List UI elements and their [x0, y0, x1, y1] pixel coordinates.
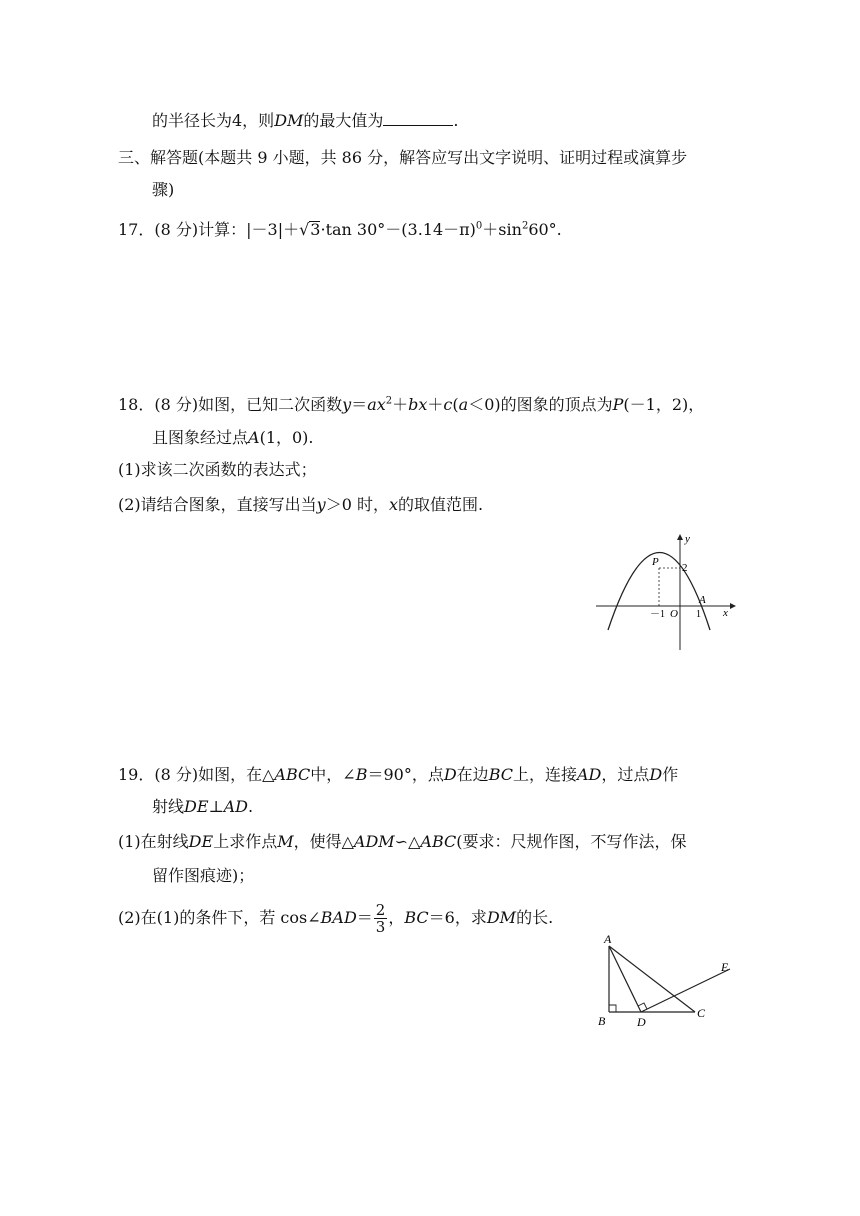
right-angle-b — [609, 1005, 616, 1012]
q19-text: 在边 — [456, 765, 489, 784]
label-origin: O — [670, 608, 678, 620]
q19-text: ，过点 — [601, 765, 650, 784]
q17-exp-0: 0 — [475, 220, 483, 232]
q16-text: 的半径长为4，则 — [152, 111, 275, 130]
q18-text: 且图象经过点 — [152, 428, 249, 447]
q19-var: DM — [486, 908, 517, 927]
q19-var: ADM — [353, 832, 395, 851]
q19-part1 — [118, 832, 687, 852]
q18-var: c — [443, 395, 453, 414]
q19-text: 中，∠ — [310, 765, 356, 784]
q19-sym: ⊥ — [208, 797, 224, 816]
label-one: 1 — [696, 609, 701, 620]
q19-triangle-figure — [595, 932, 745, 1032]
q18-var: A — [248, 428, 260, 447]
q16-period: . — [453, 111, 459, 130]
q19-var: DE — [188, 832, 214, 851]
q18-part2 — [118, 495, 483, 515]
q18-var: P — [612, 395, 624, 414]
q17-expr-1: ·tan 30°－(3.14－π) — [320, 220, 476, 239]
fraction-two-thirds — [374, 902, 388, 935]
q18-var: x — [389, 495, 399, 514]
q19-text: 的长. — [516, 908, 554, 927]
label-x: x — [723, 607, 728, 619]
q19-var: DE — [184, 797, 209, 816]
q18-part1: (1)求该二次函数的表达式； — [118, 460, 317, 479]
q17-expr-3: 60°. — [528, 220, 562, 239]
label-b: B — [598, 1014, 606, 1028]
fraction-numerator: 2 — [375, 901, 386, 919]
q19-line1 — [118, 765, 678, 785]
section3-heading-cont: 骤) — [152, 180, 175, 199]
answer-blank — [383, 111, 453, 126]
q19-text: 上，连接 — [512, 765, 577, 784]
q18-var: a — [458, 395, 469, 414]
q18-var: ax — [367, 395, 386, 414]
q19-var: BAD — [320, 908, 357, 927]
q19-sym: ＝ — [356, 908, 373, 927]
label-a: A — [604, 932, 612, 946]
q18-sym: ＋ — [392, 395, 409, 414]
q19-text: 射线 — [152, 797, 185, 816]
q17-abs: |－3|＋ — [246, 220, 300, 239]
q19-text: ， — [388, 908, 405, 927]
q19-number: 19．(8 分)如图，在△ — [118, 765, 275, 784]
q16-text-2: 的最大值为 — [303, 111, 384, 130]
q17-exp-2: 2 — [521, 220, 529, 232]
q19-var: ABC — [274, 765, 311, 784]
q18-var: y — [342, 395, 352, 414]
q18-text: ＞0 时， — [325, 495, 389, 514]
q19-var: BC — [404, 908, 429, 927]
q19-var: D — [649, 765, 663, 784]
q19-text: ＝6，求 — [428, 908, 487, 927]
q18-exp: 2 — [385, 395, 393, 407]
q18-number: 18．(8 分)如图，已知二次函数 — [118, 395, 343, 414]
q18-parabola-graph — [590, 530, 740, 655]
q19-text: (要求：尺规作图，不写作法，保 — [456, 832, 687, 851]
q16-tail-line — [152, 111, 459, 131]
q17-sqrt: 3 — [310, 220, 321, 239]
q17-number: 17．(8 分)计算： — [118, 220, 247, 239]
label-p: P — [652, 556, 659, 568]
label-d: D — [637, 1015, 646, 1029]
q18-var: y — [316, 495, 326, 514]
q19-var: ABC — [420, 832, 457, 851]
fraction-denominator: 3 — [375, 918, 386, 936]
q19-text: (2)在(1)的条件下，若 cos∠ — [118, 908, 321, 927]
q19-sym: ∽△ — [394, 832, 421, 851]
q18-line2 — [152, 428, 314, 448]
y-axis-arrow — [677, 534, 683, 540]
label-c: C — [697, 1006, 706, 1020]
q19-text: . — [247, 797, 254, 816]
q19-part2 — [118, 900, 553, 936]
q19-var: AD — [223, 797, 248, 816]
q19-var: D — [443, 765, 457, 784]
q19-text: ＝90°，点 — [367, 765, 444, 784]
segment-ad — [609, 946, 641, 1012]
q19-part1-cont: 留作图痕迹)； — [152, 866, 255, 885]
q18-text: (2)请结合图象，直接写出当 — [118, 495, 317, 514]
q19-text: 上求作点 — [213, 832, 278, 851]
q18-sym: ＝ — [351, 395, 368, 414]
label-y: y — [685, 533, 690, 545]
label-e: E — [721, 960, 729, 974]
q18-text: (1，0). — [259, 428, 314, 447]
q19-var: M — [277, 832, 294, 851]
q17-line: 17．(8 分)计算：|－3|＋√3·tan $30^\circ-(3.14-\pi)^0+\sin^260^\circ$. — [118, 220, 562, 239]
q18-text: ＜0)的图象的顶点为 — [468, 395, 613, 414]
q18-text: 的取值范围. — [398, 495, 484, 514]
q18-var: bx — [408, 395, 428, 414]
q19-line2 — [152, 797, 253, 817]
segment-ac — [609, 946, 695, 1012]
q19-text: (1)在射线 — [118, 832, 189, 851]
q19-text: 作 — [662, 765, 679, 784]
ray-de — [641, 969, 730, 1012]
q16-var-dm: DM — [274, 111, 304, 130]
q18-sym: ( — [452, 395, 459, 414]
label-two: 2 — [682, 562, 688, 574]
q18-sym: ＋ — [427, 395, 444, 414]
section3-heading: 三、解答题(本题共 9 小题，共 86 分，解答应写出文字说明、证明过程或演算步 — [118, 148, 688, 167]
q17-expr-2: ＋sin — [482, 220, 522, 239]
q19-var: B — [355, 765, 368, 784]
q19-var: BC — [488, 765, 513, 784]
label-a: A — [699, 594, 706, 606]
x-axis-arrow — [730, 603, 736, 609]
q19-text: ，使得△ — [293, 832, 354, 851]
q19-var: AD — [577, 765, 602, 784]
label-minus-one: －1 — [650, 609, 665, 620]
q18-line1 — [118, 395, 704, 415]
q18-text: (－1，2)， — [623, 395, 705, 414]
